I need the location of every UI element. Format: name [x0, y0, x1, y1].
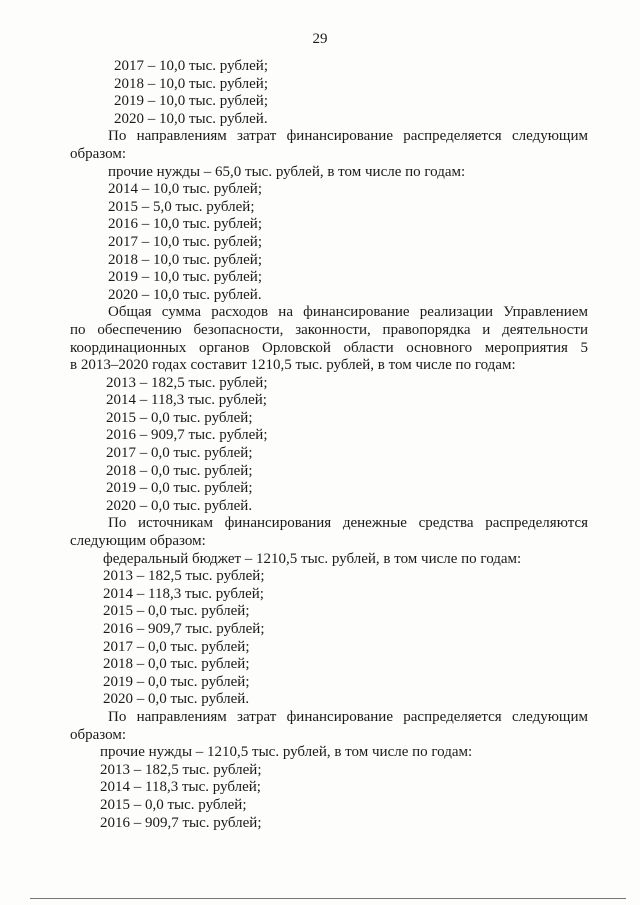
list-item: 2019 – 10,0 тыс. рублей; — [108, 269, 262, 286]
list-item: 2015 – 5,0 тыс. рублей; — [108, 198, 255, 215]
page-bottom-edge — [30, 898, 626, 899]
list-item: 2018 – 0,0 тыс. рублей; — [106, 462, 253, 479]
list-intro: прочие нужды – 1210,5 тыс. рублей, в том числе по годам: — [100, 744, 473, 761]
list-item: 2013 – 182,5 тыс. рублей; — [106, 374, 268, 391]
paragraph-line: По направлениям затрат финансирование распределяется следующим — [108, 128, 588, 145]
list-item: 2020 – 10,0 тыс. рублей. — [114, 110, 268, 127]
list-item: 2020 – 10,0 тыс. рублей. — [108, 286, 262, 303]
list-item: 2017 – 0,0 тыс. рублей; — [103, 638, 250, 655]
list-item: 2015 – 0,0 тыс. рублей; — [103, 603, 250, 620]
list-item: 2019 – 10,0 тыс. рублей; — [114, 93, 268, 110]
list-item: 2016 – 10,0 тыс. рублей; — [108, 216, 262, 233]
list-item: 2020 – 0,0 тыс. рублей. — [106, 497, 253, 514]
list-item: 2013 – 182,5 тыс. рублей; — [103, 568, 265, 585]
list-item: 2019 – 0,0 тыс. рублей; — [106, 480, 253, 497]
list-item: 2020 – 0,0 тыс. рублей. — [103, 691, 250, 708]
list-item: 2014 – 118,3 тыс. рублей; — [100, 779, 261, 796]
page-number: 29 — [312, 31, 328, 47]
list-item: 2016 – 909,7 тыс. рублей; — [100, 814, 262, 831]
list-item: 2018 – 10,0 тыс. рублей; — [108, 251, 262, 268]
list-intro: федеральный бюджет – 1210,5 тыс. рублей, в том числе по годам: — [103, 550, 522, 567]
paragraph-line: образом: — [70, 145, 127, 162]
list-item: 2016 – 909,7 тыс. рублей; — [103, 621, 265, 637]
paragraph-line: в 2013–2020 годах составит 1210,5 тыс. рублей, в том числе по годам: — [70, 357, 516, 374]
list-item: 2015 – 0,0 тыс. рублей; — [100, 796, 247, 813]
document-body — [70, 58, 588, 832]
list-item: 2019 – 0,0 тыс. рублей; — [103, 673, 250, 690]
paragraph-line: следующим образом: — [70, 533, 206, 550]
list-item: 2016 – 909,7 тыс. рублей; — [106, 427, 268, 444]
paragraph-line: По источникам финансирования денежные средства распределяются — [108, 515, 588, 532]
list-item: 2015 – 0,0 тыс. рублей; — [106, 409, 253, 426]
list-item: 2017 – 10,0 тыс. рублей; — [108, 233, 262, 250]
list-item: 2018 – 0,0 тыс. рублей; — [103, 656, 250, 673]
list-item: 2013 – 182,5 тыс. рублей; — [100, 761, 262, 778]
list-item: 2017 – 0,0 тыс. рублей; — [106, 445, 253, 462]
paragraph-line: координационных органов Орловской области основного мероприятия 5 — [70, 339, 588, 356]
list-item: 2014 – 118,3 тыс. рублей; — [106, 392, 267, 409]
list-item: 2018 – 10,0 тыс. рублей; — [114, 75, 268, 92]
paragraph-line: Общая сумма расходов на финансирование реализации Управлением — [108, 304, 588, 321]
list-item: 2014 – 10,0 тыс. рублей; — [108, 181, 262, 198]
list-item: 2014 – 118,3 тыс. рублей; — [103, 585, 264, 602]
list-item: 2017 – 10,0 тыс. рублей; — [114, 58, 268, 74]
list-intro: прочие нужды – 65,0 тыс. рублей, в том числе по годам: — [108, 163, 466, 180]
paragraph-line: по обеспечению безопасности, законности, правопорядка и деятельности — [70, 321, 588, 338]
paragraph-line: образом: — [70, 726, 127, 743]
paragraph-line: По направлениям затрат финансирование распределяется следующим — [108, 708, 588, 725]
